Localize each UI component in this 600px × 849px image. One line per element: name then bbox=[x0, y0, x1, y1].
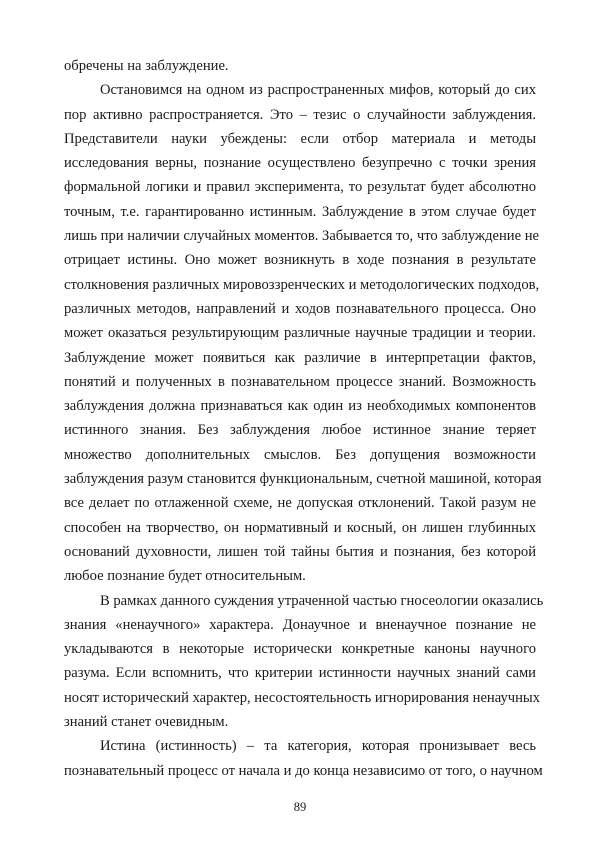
text-line: множество дополнительных смыслов. Без допущения возможности bbox=[64, 446, 536, 463]
text-line: обречены на заблуждение. bbox=[64, 58, 229, 74]
paragraph-myth-of-accidental-error bbox=[64, 78, 542, 588]
text-line: знаний станет очевидным. bbox=[64, 714, 229, 731]
text-line: различных методов, направлений и ходов познавательного процесса. Оно bbox=[64, 300, 536, 317]
paragraph-non-scientific-knowledge bbox=[64, 589, 544, 735]
paragraph-truth-category bbox=[64, 734, 543, 783]
text-line: пор активно распространяется. Это – тезис о случайности заблуждения. bbox=[64, 106, 536, 123]
page-number: 89 bbox=[293, 800, 307, 814]
text-line: все делает по отлаженной схеме, не допуская отклонений. Такой разум не bbox=[64, 495, 536, 512]
text-line: Истина (истинность) – та категория, которая пронизывает весь bbox=[100, 738, 536, 755]
text-line: В рамках данного суждения утраченной частью гносеологии оказались bbox=[100, 592, 544, 609]
text-line: способен на творчество, он нормативный и косный, он лишен глубинных bbox=[64, 519, 536, 536]
text-line: укладываются в некоторые исторически конкретные каноны научного bbox=[64, 641, 536, 658]
text-line: оснований духовности, лишен той тайны бытия и познания, без которой bbox=[64, 543, 536, 560]
text-line: разума. Если вспомнить, что критерии истинности научных знаний сами bbox=[64, 665, 536, 682]
document-page bbox=[64, 54, 544, 783]
text-line: носят исторический характер, несостоятельность игнорирования ненаучных bbox=[64, 689, 541, 706]
text-line: отрицает истины. Оно может возникнуть в ходе познания в результате bbox=[64, 252, 536, 269]
text-line: точным, т.е. гарантированно истинным. Заблуждение в этом случае будет bbox=[64, 203, 536, 220]
text-line: исследования верны, познание осуществлено безупречно с точки зрения bbox=[64, 155, 536, 172]
text-line: Заблуждение может появиться как различие в интерпретации фактов, bbox=[64, 349, 536, 366]
text-line: заблуждения разум становится функциональным, счетной машиной, которая bbox=[64, 471, 542, 488]
text-line: лишь при наличии случайных моментов. Забывается то, что заблуждение не bbox=[64, 228, 540, 245]
text-line: любое познание будет относительным. bbox=[64, 568, 306, 585]
text-line: формальной логики и правил эксперимента, то результат будет абсолютно bbox=[64, 179, 536, 196]
text-line: заблуждения должна признаваться как один из необходимых компонентов bbox=[64, 398, 536, 415]
text-line: Остановимся на одном из распространенных мифов, который до сих bbox=[100, 82, 536, 99]
text-line: может оказаться результирующим различные научные традиции и теории. bbox=[64, 325, 536, 342]
text-line: столкновения различных мировоззренческих и методологических подходов, bbox=[64, 276, 540, 293]
text-line: знания «ненаучного» характера. Донаучное и вненаучное познание не bbox=[64, 616, 536, 633]
text-line: истинного знания. Без заблуждения любое истинное знание теряет bbox=[64, 422, 536, 439]
text-line: Представители науки убеждены: если отбор материала и методы bbox=[64, 130, 536, 147]
text-line: познавательный процесс от начала и до конца независимо от того, о научном bbox=[64, 762, 543, 779]
paragraph-continuation bbox=[64, 54, 536, 78]
text-line: понятий и полученных в познавательном процессе знаний. Возможность bbox=[64, 373, 536, 390]
